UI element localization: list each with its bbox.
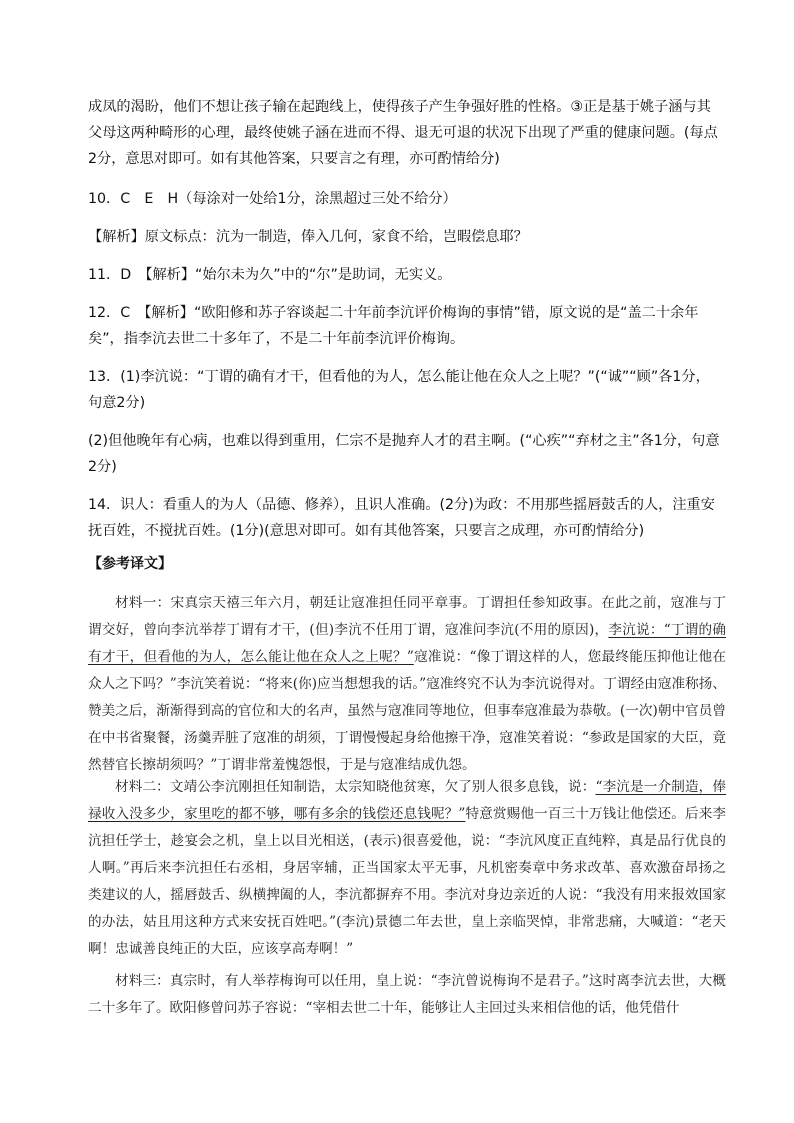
material-one-translation	[88, 590, 726, 779]
answer-q11: 11．D 【解析】“始尔未为久”中的“尔”是助词，无实义。	[88, 267, 452, 283]
material-two-text-b: 特意赏赐他一百三十万钱让他偿还。后来李沆担任学士，趁宴会之机，皇上以目光相送，(表示)很喜爱他，说：“李沆风度正直纯粹，真是品行优良的人啊。”再后来李沆担任右丞相，身居宰辅，正当国家太平无事，凡机密奏章中务求改革、喜欢激奋昂扬之类建议的人，摇唇鼓舌、纵横捭阖的人，李沆都摒弃不用。李沆对身边亲近的人说：“我没有用来报效国家的办法，姑且用这种方式来安抚百姓吧。”(李沆)景德二年去世，皇上亲临哭悼，非常悲痛，大喊道：“老天啊！忠诚善良纯正的大臣，应该享高寿啊！”	[88, 806, 727, 957]
reference-translation-heading: 【参考译文】	[88, 556, 172, 572]
answer-q14: 14．识人：看重人的为人（品德、修养），且识人准确。(2分)为政：不用那些摇唇鼓舌的人，注重安抚百姓，不搅扰百姓。(1分)(意思对即可。如有其他答案，只要言之成理，亦可酌情给分)	[88, 497, 715, 539]
material-three-translation: 材料三：真宗时，有人举荐梅询可以任用，皇上说：“李沆曾说梅询不是君子。”这时离李沆去世，大概二十多年了。欧阳修曾问苏子容说：“宰相去世二十年，能够让人主回过头来相信他的话，他凭借什	[88, 973, 726, 1016]
material-one-text-a: 材料一：宋真宗天禧三年六月，朝廷让寇准担任同平章事。丁谓担任参知政事。在此之前，寇准与丁谓交好，曾向李沆举荐丁谓有才干，(但)李沆不任用丁谓，寇准问李沆(不用的原因)，	[88, 595, 726, 638]
material-two-text-a: 材料二：文靖公李沆刚担任知制诰，太宗知晓他贫寒，欠了别人很多息钱，说：	[115, 779, 596, 795]
answer-q10-analysis: 【解析】原文标点：沆为一制造，俸入几何，家食不给，岂暇偿息耶？	[88, 229, 528, 245]
answer-paragraph-continuation: 成凤的渴盼，他们不想让孩子输在起跑线上，使得孩子产生争强好胜的性格。③正是基于姚子涵与其父母这两种畸形的心理，最终使姚子涵在进而不得、退无可退的状况下出现了严重的健康问题。(每点2分，意思对即可。如有其他答案，只要言之有理，亦可酌情给分)	[88, 99, 718, 167]
answer-q13-1: 13．(1)李沆说：“丁谓的确有才干，但看他的为人，怎么能让他在众人之上呢？”(“诚”“顾”各1分，句意2分)	[88, 369, 710, 411]
material-two-underlined-quote: “李沆是一介制造，俸禄收入没多少，家里吃的都不够，哪有多余的钱偿还息钱呢？”	[88, 779, 727, 822]
answer-q10: 10．C E H（每涂对一处给1分，涂黑超过三处不给分）	[88, 191, 457, 207]
material-two-translation	[88, 774, 726, 963]
material-one-underlined-quote: 李沆说：“丁谓的确有才干，但看他的为人，怎么能让他在众人之上呢？”	[88, 622, 726, 665]
answer-q12: 12．C 【解析】“欧阳修和苏子容谈起二十年前李沆评价梅询的事情”错，原文说的是“盖二十余年矣”，指李沆去世二十多年了，不是二十年前李沆评价梅询。	[88, 305, 699, 347]
material-one-text-b: 寇准说：“像丁谓这样的人，您最终能压抑他让他在众人之下吗？”李沆笑着说：“将来(你)应当想想我的话。”寇准终究不认为李沆说得对。丁谓经由寇准称扬、赞美之后，渐渐得到高的官位和大的名声，虽然与寇准同等地位，但事奉寇准最为恭敬。(一次)朝中官员曾在中书省聚餐，汤羹弄脏了寇准的胡须，丁谓慢慢起身给他擦干净，寇准笑着说：“参政是国家的大臣，竟然替官长擦胡须吗？”丁谓非常羞愧怨恨，于是与寇准结成仇怨。	[88, 649, 726, 773]
answer-q13-2: (2)但他晚年有心病，也难以得到重用，仁宗不是抛弃人才的君主啊。(“心疾”“弃材之主”各1分，句意2分)	[88, 433, 720, 475]
